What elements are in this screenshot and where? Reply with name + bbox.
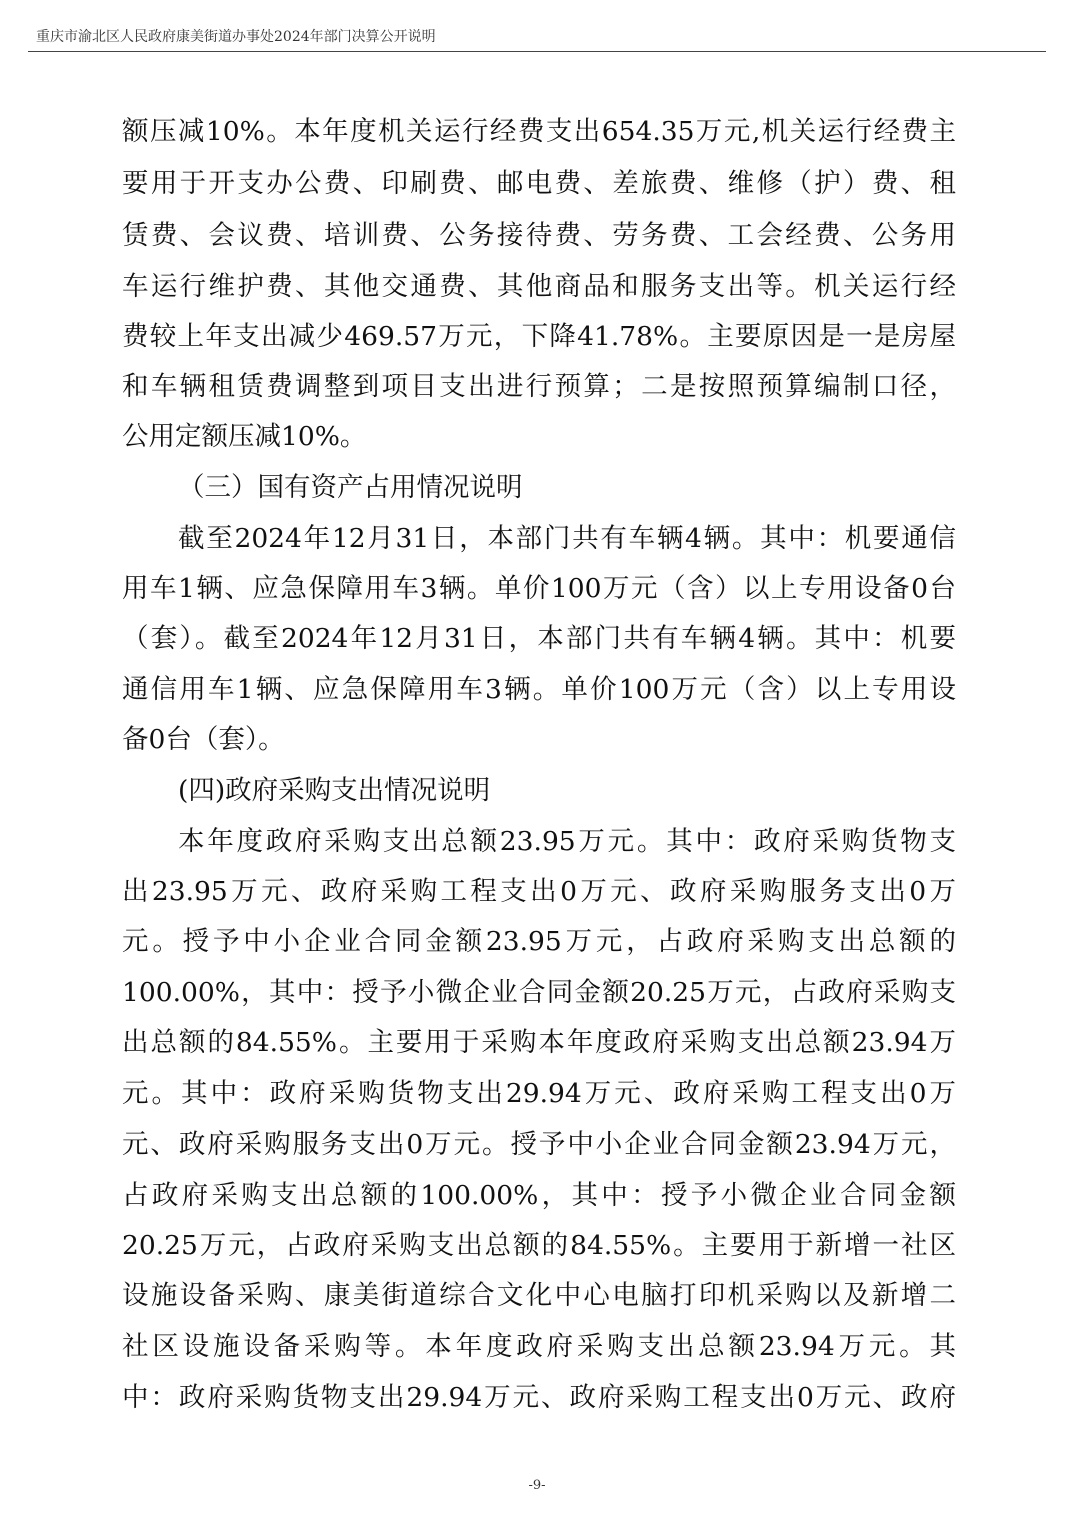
body-line: 本年度政府采购支出总额23.95万元。其中：政府采购货物支 bbox=[178, 826, 956, 857]
body-line: 和车辆租赁费调整到项目支出进行预算；二是按照预算编制口径， bbox=[122, 371, 956, 402]
section-heading-procurement: (四)政府采购支出情况说明 bbox=[178, 775, 491, 806]
section-heading-state-assets: （三）国有资产占用情况说明 bbox=[178, 472, 523, 503]
body-line: 出23.95万元、政府采购工程支出0万元、政府采购服务支出0万 bbox=[122, 876, 956, 907]
body-line: 费较上年支出减少469.57万元，下降41.78%。主要原因是一是房屋 bbox=[122, 321, 956, 352]
body-line: 出总额的84.55%。主要用于采购本年度政府采购支出总额23.94万 bbox=[122, 1027, 956, 1058]
body-line: 100.00%，其中：授予小微企业合同金额20.25万元，占政府采购支 bbox=[122, 977, 956, 1008]
document-header: 重庆市渝北区人民政府康美街道办事处2024年部门决算公开说明 bbox=[36, 29, 436, 45]
body-line: 截至2024年12月31日，本部门共有车辆4辆。其中：机要通信 bbox=[178, 523, 956, 554]
body-line: 元、政府采购服务支出0万元。授予中小企业合同金额23.94万元， bbox=[122, 1129, 956, 1160]
body-line: 要用于开支办公费、印刷费、邮电费、差旅费、维修（护）费、租 bbox=[122, 168, 956, 199]
body-line: 元。其中：政府采购货物支出29.94万元、政府采购工程支出0万 bbox=[122, 1078, 956, 1109]
body-line: 公用定额压减10%。 bbox=[122, 421, 367, 452]
body-line: 社区设施设备采购等。本年度政府采购支出总额23.94万元。其 bbox=[122, 1331, 956, 1362]
body-line: 20.25万元，占政府采购支出总额的84.55%。主要用于新增一社区 bbox=[122, 1230, 956, 1261]
body-line: 额压减10%。本年度机关运行经费支出654.35万元,机关运行经费主 bbox=[122, 116, 956, 147]
body-line: 占政府采购支出总额的100.00%，其中：授予小微企业合同金额 bbox=[122, 1180, 956, 1211]
page-number: -9- bbox=[528, 1478, 546, 1493]
body-line: 车运行维护费、其他交通费、其他商品和服务支出等。机关运行经 bbox=[122, 271, 956, 302]
body-line: 备0台（套）。 bbox=[122, 724, 285, 755]
body-line: 元。授予中小企业合同金额23.95万元，占政府采购支出总额的 bbox=[122, 926, 956, 957]
body-line: 通信用车1辆、应急保障用车3辆。单价100万元（含）以上专用设 bbox=[122, 674, 956, 705]
header-divider bbox=[28, 51, 1046, 52]
body-line: （套）。截至2024年12月31日，本部门共有车辆4辆。其中：机要 bbox=[122, 623, 956, 654]
body-line: 中：政府采购货物支出29.94万元、政府采购工程支出0万元、政府 bbox=[122, 1382, 956, 1413]
body-line: 设施设备采购、康美街道综合文化中心电脑打印机采购以及新增二 bbox=[122, 1280, 956, 1311]
body-line: 用车1辆、应急保障用车3辆。单价100万元（含）以上专用设备0台 bbox=[122, 573, 956, 604]
body-line: 赁费、会议费、培训费、公务接待费、劳务费、工会经费、公务用 bbox=[122, 220, 956, 251]
